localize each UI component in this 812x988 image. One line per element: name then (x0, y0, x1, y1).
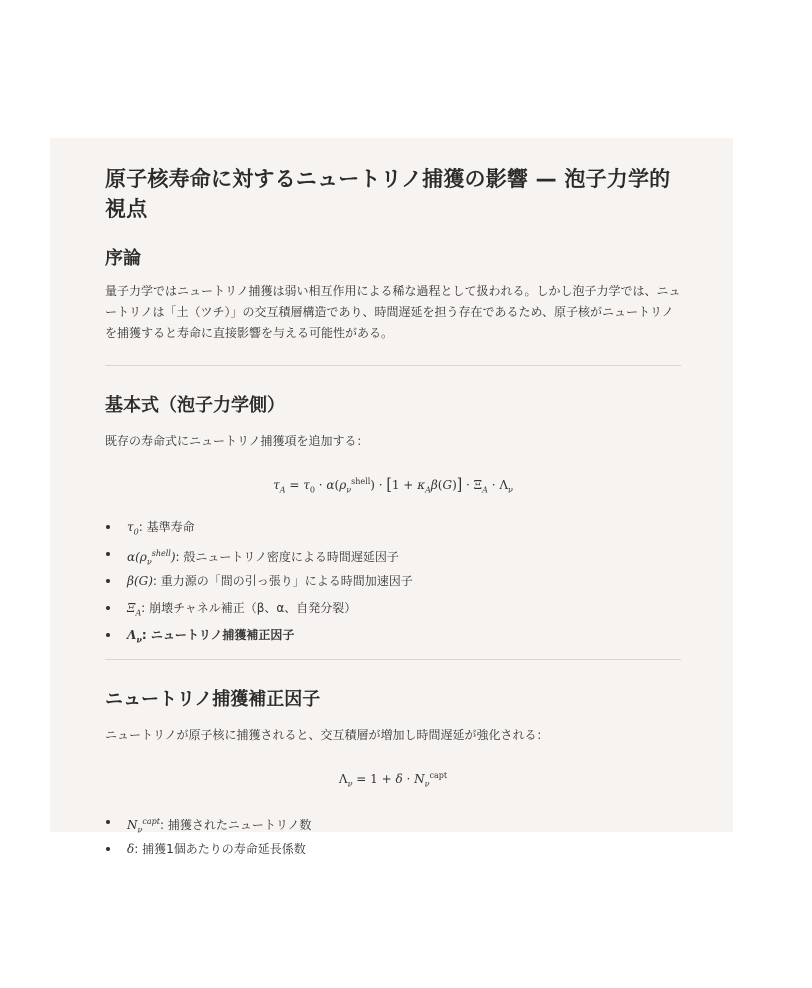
capture-lead: ニュートリノが原子核に捕獲されると、交互積層が増加し時間遅延が強化される： (105, 728, 549, 743)
intro-heading: 序論 (105, 248, 141, 269)
list-item: β(G): 重力源の「間の引っ張り」による時間加速因子 (105, 571, 681, 598)
capture-heading: ニュートリノ捕獲補正因子 (105, 689, 321, 711)
list-item: $N_\nu^{capt}$: 捕獲されたニュートリノ数 (105, 812, 681, 839)
intro-paragraph: 量子力学ではニュートリノ捕獲は弱い相互作用による稀な過程として扱われる。しかし泡子力学では、ニュートリノは「土（ツチ）」の交互積層構造であり、時間遅延を担う存在であるため、原子核がニュートリノを捕獲すると寿命に直接影響を与える可能性がある。 (105, 284, 681, 340)
document-panel (50, 138, 733, 856)
list-item: $\alpha(\rho_\nu^{shell})$: 殻ニュートリノ密度による時間遅延因子 (105, 544, 681, 571)
page-title: 原子核寿命に対するニュートリノ捕獲の影響 — 泡子力学的視点 (105, 167, 671, 221)
list-item: $\Lambda_\nu$: ニュートリノ捕獲補正因子 (105, 625, 681, 652)
lifetime-formula: $\tau_A = \tau_0 \cdot \alpha(\rho_\nu^{shell}) \cdot [1 + \kappa_A\beta(G)] \cdot \Xi_A \cdot \Lambda_\nu$ (273, 475, 513, 495)
basic-lead: 既存の寿命式にニュートリノ捕獲項を追加する： (105, 434, 369, 448)
list-item: $\tau_0$: 基準寿命 (105, 517, 681, 544)
capture-term-list (105, 812, 681, 866)
capture-formula: $\Lambda_\nu = 1 + \delta \cdot N_\nu^{capt}$ (338, 771, 448, 789)
list-item: δ: 捕獲1個あたりの寿命延長係数 (105, 839, 681, 866)
list-item: $\Xi_A$: 崩壊チャネル補正（β、α、自発分裂） (105, 598, 681, 625)
basic-heading: 基本式（泡子力学側） (105, 395, 285, 416)
basic-term-list (105, 517, 681, 652)
